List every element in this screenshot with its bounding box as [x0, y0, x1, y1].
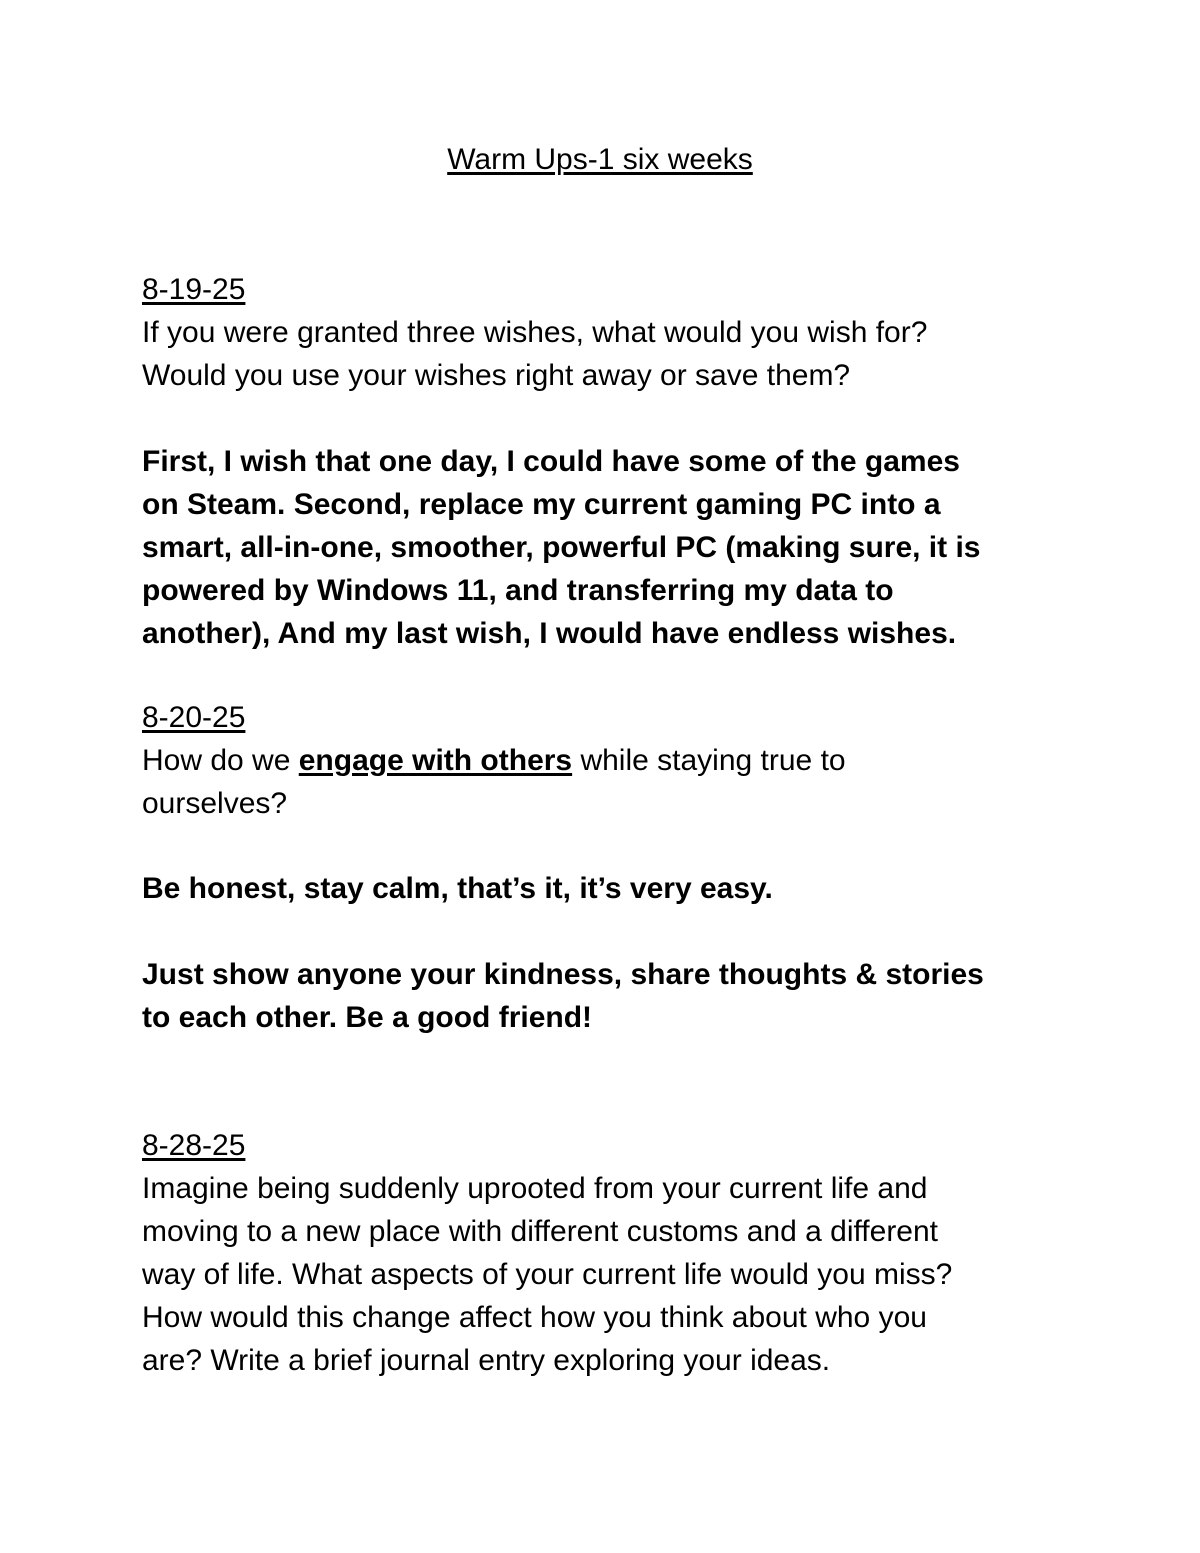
entry-2 — [142, 696, 1082, 825]
prompt-line: Would you use your wishes right away or save them? — [142, 359, 851, 392]
prompt-text: while staying true to — [572, 744, 846, 777]
answer-line: Just show anyone your kindness, share thoughts & stories — [142, 958, 984, 991]
entry-1 — [142, 268, 1082, 397]
prompt-text: How do we — [142, 744, 299, 777]
prompt-line — [142, 739, 1082, 782]
prompt-line: ourselves? — [142, 787, 288, 820]
prompt-line: How would this change affect how you think about who you — [142, 1301, 927, 1334]
entry-3 — [142, 1124, 1082, 1382]
entry-date: 8-19-25 — [142, 273, 246, 306]
entry-1-answer — [142, 440, 1082, 655]
answer-line: Be honest, stay calm, that’s it, it’s very easy. — [142, 872, 773, 905]
prompt-line: are? Write a brief journal entry exploring your ideas. — [142, 1344, 831, 1377]
entry-date: 8-20-25 — [142, 701, 246, 734]
entry-2-answer-1 — [142, 867, 1082, 910]
prompt-line: Imagine being suddenly uprooted from your current life and — [142, 1172, 928, 1205]
answer-line: another), And my last wish, I would have endless wishes. — [142, 617, 957, 650]
document-title: Warm Ups-1 six weeks — [447, 143, 753, 176]
answer-line: smart, all-in-one, smoother, powerful PC (making sure, it is — [142, 531, 981, 564]
prompt-line: way of life. What aspects of your current life would you miss? — [142, 1258, 953, 1291]
answer-line: powered by Windows 11, and transferring my data to — [142, 574, 894, 607]
entry-2-answer-2 — [142, 953, 1082, 1039]
answer-line: on Steam. Second, replace my current gaming PC into a — [142, 488, 941, 521]
answer-line: to each other. Be a good friend! — [142, 1001, 593, 1034]
prompt-line: If you were granted three wishes, what would you wish for? — [142, 316, 928, 349]
answer-line: First, I wish that one day, I could have some of the games — [142, 445, 960, 478]
entry-date: 8-28-25 — [142, 1129, 246, 1162]
prompt-emphasis: engage with others — [298, 744, 573, 777]
prompt-line: moving to a new place with different customs and a different — [142, 1215, 939, 1248]
